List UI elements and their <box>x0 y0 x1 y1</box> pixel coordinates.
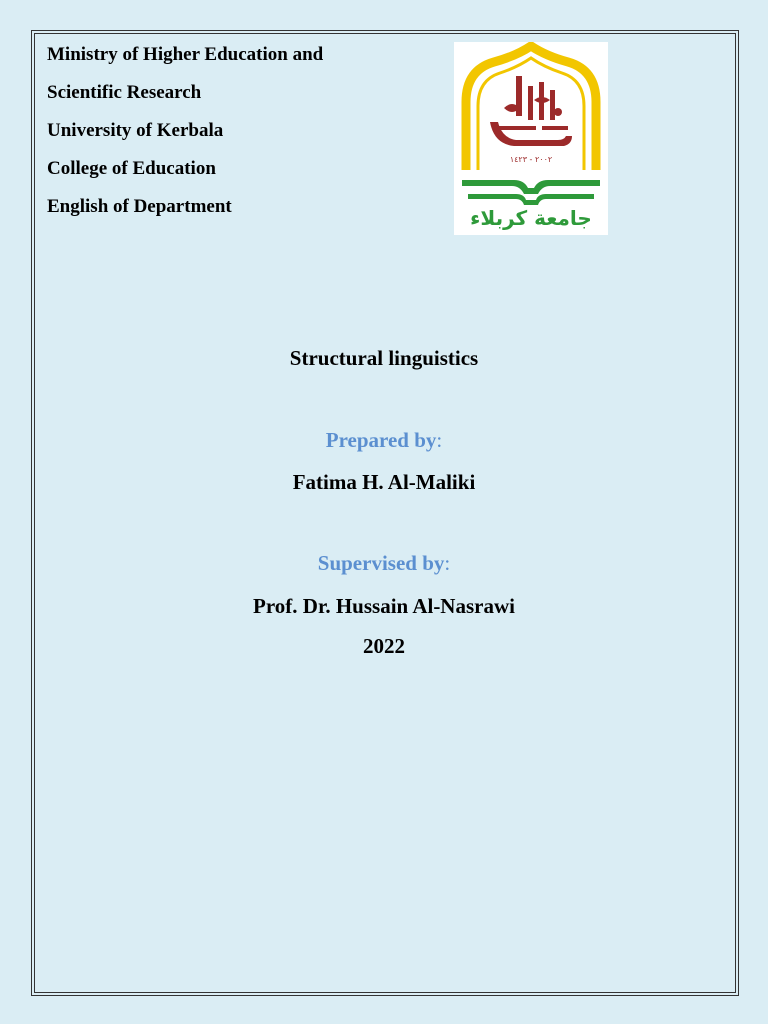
institution-header <box>47 42 323 232</box>
author-name: Fatima H. Al-Maliki <box>292 470 476 494</box>
document-title: Structural linguistics <box>289 346 479 370</box>
svg-text:٢٠٠٢ - ١٤٢٣: ٢٠٠٢ - ١٤٢٣ <box>509 155 553 164</box>
supervisor-name: Prof. Dr. Hussain Al-Nasrawi <box>253 594 515 618</box>
prepared-by-text: Prepared by <box>325 428 437 452</box>
header-line-research: Scientific Research <box>47 82 202 103</box>
document-year: 2022 <box>363 634 405 658</box>
header-line-ministry: Ministry of Higher Education and <box>47 44 324 65</box>
prepared-by-colon: : <box>436 428 443 452</box>
university-of-kerbala-logo-icon <box>454 42 608 235</box>
header-line-department: English of Department <box>47 196 232 217</box>
prepared-by-label <box>34 428 734 453</box>
university-logo <box>454 42 608 235</box>
header-line-university: University of Kerbala <box>47 120 224 141</box>
supervised-by-colon: : <box>444 551 451 575</box>
supervised-by-label <box>34 551 734 576</box>
header-line-college: College of Education <box>47 158 216 179</box>
supervised-by-text: Supervised by <box>317 551 445 575</box>
logo-arabic-text: جامعة كربلاء <box>470 206 592 230</box>
